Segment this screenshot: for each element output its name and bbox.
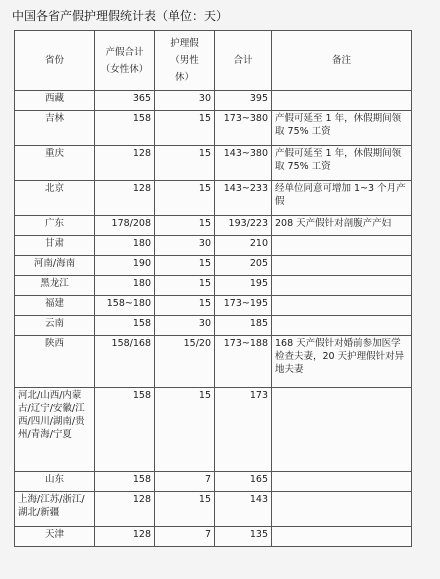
- table-row: [15, 316, 412, 336]
- cell-maternity: 158: [95, 472, 155, 492]
- cell-total: 395: [215, 91, 272, 111]
- cell-paternity: 15: [155, 181, 215, 216]
- cell-total: 195: [215, 276, 272, 296]
- cell-province: 西藏: [15, 91, 95, 111]
- cell-total: 210: [215, 236, 272, 256]
- cell-paternity: 15: [155, 296, 215, 316]
- cell-total: 165: [215, 472, 272, 492]
- cell-province: 黑龙江: [15, 276, 95, 296]
- header-notes: 备注: [272, 31, 412, 91]
- table-row: [15, 91, 412, 111]
- cell-paternity: 15: [155, 146, 215, 181]
- cell-province: 河南/海南: [15, 256, 95, 276]
- cell-province: 重庆: [15, 146, 95, 181]
- cell-notes: 经单位同意可增加 1~3 个月产假: [272, 181, 412, 216]
- cell-notes: [272, 316, 412, 336]
- cell-maternity: 158: [95, 388, 155, 472]
- cell-notes: [272, 527, 412, 547]
- cell-paternity: 7: [155, 472, 215, 492]
- cell-paternity: 15: [155, 216, 215, 236]
- cell-province: 河北/山西/内蒙古/辽宁/安徽/江西/四川/湖南/贵州/青海/宁夏: [15, 388, 95, 472]
- cell-maternity: 190: [95, 256, 155, 276]
- cell-maternity: 128: [95, 527, 155, 547]
- table-row: [15, 111, 412, 146]
- cell-maternity: 158: [95, 316, 155, 336]
- cell-total: 205: [215, 256, 272, 276]
- header-row: [15, 31, 412, 91]
- cell-province: 吉林: [15, 111, 95, 146]
- cell-province: 陕西: [15, 336, 95, 388]
- table-title: 中国各省产假护理假统计表（单位：天）: [12, 9, 229, 23]
- cell-maternity: 180: [95, 236, 155, 256]
- table-row: [15, 276, 412, 296]
- cell-paternity: 7: [155, 527, 215, 547]
- cell-notes: [272, 296, 412, 316]
- cell-paternity: 15: [155, 276, 215, 296]
- cell-paternity: 15: [155, 492, 215, 527]
- cell-paternity: 30: [155, 236, 215, 256]
- cell-total: 173~195: [215, 296, 272, 316]
- cell-notes: [272, 236, 412, 256]
- cell-notes: [272, 256, 412, 276]
- cell-paternity: 30: [155, 91, 215, 111]
- cell-maternity: 158~180: [95, 296, 155, 316]
- cell-paternity: 15: [155, 256, 215, 276]
- cell-notes: [272, 276, 412, 296]
- header-paternity: 护理假 （男性 休）: [155, 31, 215, 91]
- cell-total: 185: [215, 316, 272, 336]
- table-row: [15, 181, 412, 216]
- cell-maternity: 158/168: [95, 336, 155, 388]
- cell-province: 北京: [15, 181, 95, 216]
- cell-notes: [272, 91, 412, 111]
- table-row: [15, 388, 412, 472]
- header-total: 合计: [215, 31, 272, 91]
- cell-maternity: 128: [95, 492, 155, 527]
- cell-maternity: 178/208: [95, 216, 155, 236]
- cell-notes: 208 天产假针对剖腹产产妇: [272, 216, 412, 236]
- cell-maternity: 158: [95, 111, 155, 146]
- cell-paternity: 15/20: [155, 336, 215, 388]
- cell-paternity: 15: [155, 388, 215, 472]
- cell-province: 福建: [15, 296, 95, 316]
- cell-maternity: 180: [95, 276, 155, 296]
- cell-province: 山东: [15, 472, 95, 492]
- cell-province: 广东: [15, 216, 95, 236]
- cell-province: 甘肃: [15, 236, 95, 256]
- cell-total: 143: [215, 492, 272, 527]
- table-row: [15, 256, 412, 276]
- cell-notes: [272, 388, 412, 472]
- table-row: [15, 146, 412, 181]
- cell-notes: [272, 492, 412, 527]
- cell-maternity: 128: [95, 181, 155, 216]
- table-row: [15, 492, 412, 527]
- cell-paternity: 15: [155, 111, 215, 146]
- table-row: [15, 236, 412, 256]
- cell-notes: [272, 472, 412, 492]
- header-province: 省份: [15, 31, 95, 91]
- table-row: [15, 216, 412, 236]
- cell-total: 173: [215, 388, 272, 472]
- cell-notes: 168 天产假针对婚前参加医学检查夫妻，20 天护理假针对异地夫妻: [272, 336, 412, 388]
- cell-total: 143~380: [215, 146, 272, 181]
- cell-notes: 产假可延至 1 年，休假期间领取 75% 工资: [272, 146, 412, 181]
- leave-statistics-table: [14, 30, 412, 547]
- cell-maternity: 128: [95, 146, 155, 181]
- cell-total: 173~380: [215, 111, 272, 146]
- cell-notes: 产假可延至 1 年，休假期间领取 75% 工资: [272, 111, 412, 146]
- table-row: [15, 336, 412, 388]
- cell-province: 云南: [15, 316, 95, 336]
- header-maternity: 产假合计 （女性休）: [95, 31, 155, 91]
- cell-paternity: 30: [155, 316, 215, 336]
- cell-total: 135: [215, 527, 272, 547]
- table-row: [15, 296, 412, 316]
- table-row: [15, 527, 412, 547]
- cell-total: 193/223: [215, 216, 272, 236]
- cell-province: 天津: [15, 527, 95, 547]
- cell-total: 173~188: [215, 336, 272, 388]
- cell-province: 上海/江苏/浙江/湖北/新疆: [15, 492, 95, 527]
- cell-maternity: 365: [95, 91, 155, 111]
- cell-total: 143~233: [215, 181, 272, 216]
- table-row: [15, 472, 412, 492]
